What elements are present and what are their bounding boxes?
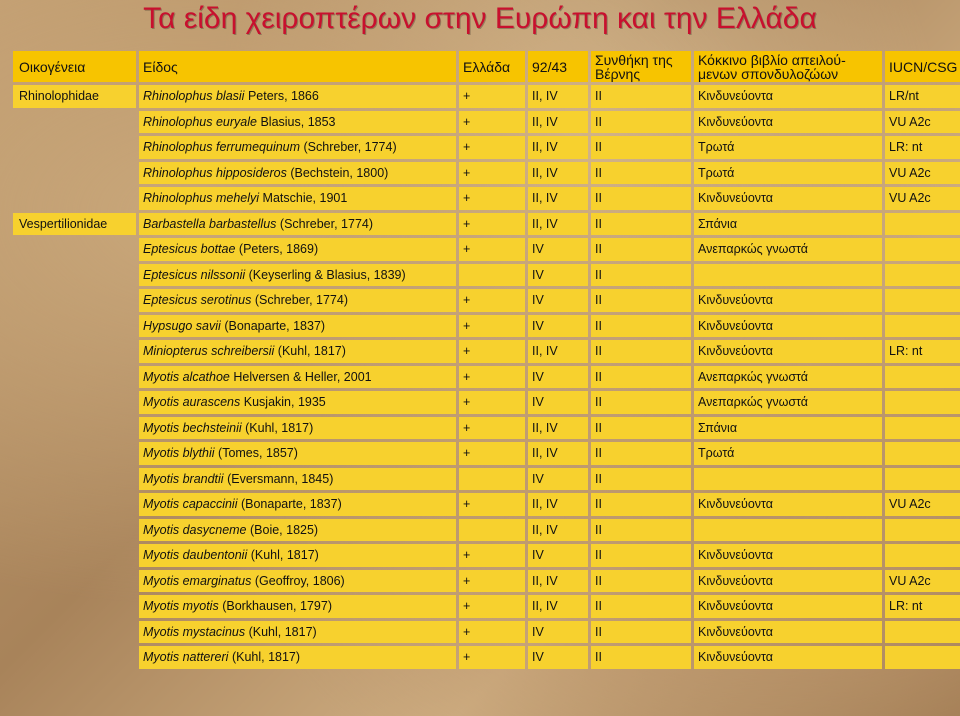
cell-iucn: [885, 442, 960, 465]
cell-bern: II: [591, 289, 691, 312]
cell-directive: II, IV: [528, 187, 588, 210]
table-row: [13, 646, 960, 669]
cell-family: [13, 493, 136, 516]
cell-redbook: Κινδυνεύοντα: [694, 595, 882, 618]
cell-iucn: [885, 417, 960, 440]
species-authority: (Schreber, 1774): [303, 140, 397, 155]
cell-directive: II, IV: [528, 442, 588, 465]
species-authority: (Schreber, 1774): [279, 216, 374, 231]
species-authority: (Kuhl, 1817): [245, 420, 314, 435]
table-row: [13, 493, 960, 516]
cell-greece: +: [459, 417, 525, 440]
cell-family: [13, 595, 136, 618]
cell-species: [139, 238, 456, 261]
species-authority: Blasius, 1853: [260, 114, 336, 129]
cell-iucn: LR: nt: [885, 340, 960, 363]
cell-family: [13, 315, 136, 338]
species-scientific-name: Rhinolophus hipposideros: [143, 165, 287, 180]
table-row: [13, 468, 960, 491]
cell-redbook: Κινδυνεύοντα: [694, 340, 882, 363]
cell-bern: II: [591, 162, 691, 185]
cell-family: [13, 570, 136, 593]
table-row: [13, 213, 960, 236]
cell-bern: II: [591, 111, 691, 134]
cell-iucn: [885, 391, 960, 414]
species-authority: (Bechstein, 1800): [290, 165, 389, 180]
header-greece: Ελλάδα: [459, 51, 525, 82]
cell-greece: +: [459, 493, 525, 516]
cell-redbook: Κινδυνεύοντα: [694, 187, 882, 210]
cell-family: [13, 136, 136, 159]
cell-bern: II: [591, 340, 691, 363]
cell-directive: II, IV: [528, 162, 588, 185]
cell-directive: IV: [528, 544, 588, 567]
cell-directive: IV: [528, 391, 588, 414]
cell-bern: II: [591, 519, 691, 542]
cell-directive: II, IV: [528, 519, 588, 542]
cell-species: [139, 442, 456, 465]
cell-greece: +: [459, 340, 525, 363]
cell-family: [13, 646, 136, 669]
cell-species: [139, 162, 456, 185]
cell-directive: II, IV: [528, 417, 588, 440]
cell-redbook: Ανεπαρκώς γνωστά: [694, 366, 882, 389]
table-row: [13, 238, 960, 261]
cell-bern: II: [591, 493, 691, 516]
cell-family: [13, 187, 136, 210]
cell-bern: II: [591, 136, 691, 159]
species-authority: (Borkhausen, 1797): [222, 599, 332, 614]
cell-redbook: Σπάνια: [694, 417, 882, 440]
cell-redbook: Κινδυνεύοντα: [694, 111, 882, 134]
cell-greece: +: [459, 213, 525, 236]
cell-bern: II: [591, 621, 691, 644]
table-row: [13, 111, 960, 134]
cell-species: [139, 621, 456, 644]
species-scientific-name: Myotis aurascens: [143, 395, 241, 410]
cell-family: [13, 238, 136, 261]
cell-greece: +: [459, 315, 525, 338]
cell-redbook: Ανεπαρκώς γνωστά: [694, 391, 882, 414]
cell-iucn: LR/nt: [885, 85, 960, 108]
cell-family: [13, 391, 136, 414]
table-row: [13, 315, 960, 338]
cell-iucn: LR: nt: [885, 136, 960, 159]
cell-greece: +: [459, 162, 525, 185]
cell-directive: IV: [528, 366, 588, 389]
cell-greece: +: [459, 85, 525, 108]
cell-redbook: Κινδυνεύοντα: [694, 646, 882, 669]
header-redbook: Κόκκινο βιβλίο απειλού-μενων σπονδυλοζώων: [694, 51, 882, 82]
cell-redbook: Κινδυνεύοντα: [694, 544, 882, 567]
cell-iucn: [885, 646, 960, 669]
cell-iucn: VU A2c: [885, 187, 960, 210]
cell-redbook: [694, 264, 882, 287]
cell-redbook: Κινδυνεύοντα: [694, 315, 882, 338]
table-row: [13, 136, 960, 159]
cell-family: [13, 468, 136, 491]
species-authority: (Peters, 1869): [238, 242, 319, 257]
cell-iucn: [885, 519, 960, 542]
cell-iucn: VU A2c: [885, 111, 960, 134]
cell-family: [13, 442, 136, 465]
species-scientific-name: Myotis daubentonii: [143, 548, 248, 563]
table-row: [13, 595, 960, 618]
cell-directive: IV: [528, 621, 588, 644]
species-scientific-name: Myotis dasycneme: [143, 522, 247, 537]
cell-redbook: [694, 468, 882, 491]
cell-species: [139, 264, 456, 287]
cell-redbook: Κινδυνεύοντα: [694, 493, 882, 516]
cell-directive: IV: [528, 264, 588, 287]
cell-redbook: Τρωτά: [694, 136, 882, 159]
cell-bern: II: [591, 238, 691, 261]
cell-iucn: [885, 544, 960, 567]
cell-bern: II: [591, 187, 691, 210]
cell-species: [139, 391, 456, 414]
table-header-row: [13, 51, 960, 82]
species-authority: (Bonaparte, 1837): [224, 318, 326, 333]
species-authority: Matschie, 1901: [262, 191, 348, 206]
cell-iucn: VU A2c: [885, 570, 960, 593]
header-family: Οικογένεια: [13, 51, 136, 82]
cell-family: [13, 162, 136, 185]
cell-species: [139, 519, 456, 542]
cell-species: [139, 595, 456, 618]
species-scientific-name: Eptesicus bottae: [143, 242, 236, 257]
cell-bern: II: [591, 417, 691, 440]
cell-family: [13, 366, 136, 389]
cell-redbook: Τρωτά: [694, 442, 882, 465]
cell-redbook: Κινδυνεύοντα: [694, 289, 882, 312]
cell-species: [139, 136, 456, 159]
cell-family: [13, 264, 136, 287]
cell-redbook: Κινδυνεύοντα: [694, 570, 882, 593]
cell-redbook: Σπάνια: [694, 213, 882, 236]
cell-family: [13, 544, 136, 567]
species-authority: (Schreber, 1774): [254, 293, 348, 308]
cell-greece: +: [459, 442, 525, 465]
cell-iucn: LR: nt: [885, 595, 960, 618]
species-authority: (Kuhl, 1817): [277, 344, 346, 359]
cell-directive: IV: [528, 315, 588, 338]
cell-species: [139, 111, 456, 134]
cell-directive: II, IV: [528, 111, 588, 134]
cell-greece: +: [459, 544, 525, 567]
cell-directive: II, IV: [528, 570, 588, 593]
cell-directive: II, IV: [528, 85, 588, 108]
cell-bern: II: [591, 595, 691, 618]
cell-species: [139, 417, 456, 440]
table-row: [13, 85, 960, 108]
cell-iucn: [885, 264, 960, 287]
cell-greece: +: [459, 621, 525, 644]
species-authority: (Bonaparte, 1837): [240, 497, 342, 512]
cell-family: [13, 519, 136, 542]
species-scientific-name: Myotis nattereri: [143, 650, 229, 665]
table-row: [13, 187, 960, 210]
cell-directive: IV: [528, 646, 588, 669]
header-bern: Συνθήκη της Βέρνης: [591, 51, 691, 82]
cell-directive: II, IV: [528, 213, 588, 236]
cell-directive: IV: [528, 468, 588, 491]
species-scientific-name: Myotis emarginatus: [143, 573, 252, 588]
cell-greece: +: [459, 595, 525, 618]
cell-species: [139, 340, 456, 363]
species-scientific-name: Miniopterus schreibersii: [143, 344, 275, 359]
cell-iucn: [885, 213, 960, 236]
cell-greece: +: [459, 136, 525, 159]
cell-greece: +: [459, 238, 525, 261]
cell-family: [13, 289, 136, 312]
species-authority: Helversen & Heller, 2001: [233, 369, 372, 384]
cell-species: [139, 366, 456, 389]
species-scientific-name: Eptesicus nilssonii: [143, 267, 246, 282]
species-scientific-name: Rhinolophus ferrumequinum: [143, 140, 301, 155]
cell-bern: II: [591, 315, 691, 338]
cell-family: Rhinolophidae: [13, 85, 136, 108]
cell-redbook: [694, 519, 882, 542]
cell-greece: +: [459, 187, 525, 210]
cell-species: [139, 468, 456, 491]
cell-species: [139, 187, 456, 210]
cell-redbook: Τρωτά: [694, 162, 882, 185]
table-row: [13, 544, 960, 567]
species-authority: (Tomes, 1857): [218, 446, 298, 461]
cell-greece: +: [459, 111, 525, 134]
cell-bern: II: [591, 85, 691, 108]
cell-bern: II: [591, 646, 691, 669]
cell-redbook: Κινδυνεύοντα: [694, 85, 882, 108]
cell-directive: IV: [528, 238, 588, 261]
cell-species: [139, 213, 456, 236]
cell-bern: II: [591, 544, 691, 567]
cell-bern: II: [591, 264, 691, 287]
header-species: Είδος: [139, 51, 456, 82]
cell-greece: +: [459, 391, 525, 414]
cell-iucn: [885, 468, 960, 491]
species-authority: (Kuhl, 1817): [231, 650, 301, 665]
cell-bern: II: [591, 442, 691, 465]
cell-species: [139, 315, 456, 338]
cell-iucn: VU A2c: [885, 162, 960, 185]
table-row: [13, 264, 960, 287]
table-row: [13, 289, 960, 312]
species-authority: (Boie, 1825): [250, 522, 319, 537]
cell-directive: II, IV: [528, 136, 588, 159]
cell-greece: [459, 519, 525, 542]
species-scientific-name: Myotis mystacinus: [143, 624, 246, 639]
table-row: [13, 366, 960, 389]
table-row: [13, 417, 960, 440]
cell-species: [139, 493, 456, 516]
species-scientific-name: Rhinolophus euryale: [143, 114, 257, 129]
cell-species: [139, 646, 456, 669]
cell-greece: +: [459, 646, 525, 669]
cell-greece: +: [459, 366, 525, 389]
species-scientific-name: Myotis blythii: [143, 446, 215, 461]
cell-bern: II: [591, 366, 691, 389]
cell-family: [13, 417, 136, 440]
header-iucn: IUCN/CSG: [885, 51, 960, 82]
cell-bern: II: [591, 213, 691, 236]
species-scientific-name: Myotis alcathoe: [143, 369, 230, 384]
cell-bern: II: [591, 468, 691, 491]
cell-greece: [459, 468, 525, 491]
cell-species: [139, 544, 456, 567]
cell-iucn: [885, 366, 960, 389]
cell-greece: +: [459, 289, 525, 312]
cell-directive: II, IV: [528, 340, 588, 363]
cell-directive: II, IV: [528, 493, 588, 516]
table-row: [13, 621, 960, 644]
cell-iucn: [885, 621, 960, 644]
cell-redbook: Ανεπαρκώς γνωστά: [694, 238, 882, 261]
cell-species: [139, 85, 456, 108]
species-scientific-name: Myotis myotis: [143, 599, 219, 614]
species-scientific-name: Myotis capaccinii: [143, 497, 238, 512]
header-directive: 92/43: [528, 51, 588, 82]
cell-greece: [459, 264, 525, 287]
species-authority: (Keyserling & Blasius, 1839): [248, 267, 406, 282]
cell-directive: IV: [528, 289, 588, 312]
cell-bern: II: [591, 391, 691, 414]
species-scientific-name: Barbastella barbastellus: [143, 216, 277, 231]
species-authority: (Eversmann, 1845): [227, 471, 334, 486]
page-title: Τα είδη χειροπτέρων στην Ευρώπη και την Ελλάδα: [143, 2, 817, 35]
species-authority: Peters, 1866: [247, 89, 319, 104]
species-scientific-name: Rhinolophus blasii: [143, 89, 245, 104]
species-scientific-name: Rhinolophus mehelyi: [143, 191, 260, 206]
table-row: [13, 340, 960, 363]
species-scientific-name: Eptesicus serotinus: [143, 293, 252, 308]
cell-directive: II, IV: [528, 595, 588, 618]
table-row: [13, 442, 960, 465]
species-scientific-name: Myotis bechsteinii: [143, 420, 242, 435]
cell-family: [13, 111, 136, 134]
cell-redbook: Κινδυνεύοντα: [694, 621, 882, 644]
species-authority: (Geoffroy, 1806): [254, 573, 345, 588]
species-scientific-name: Myotis brandtii: [143, 471, 224, 486]
cell-family: [13, 340, 136, 363]
bat-species-table: [10, 48, 960, 672]
species-scientific-name: Hypsugo savii: [143, 318, 221, 333]
species-authority: Kusjakin, 1935: [243, 395, 326, 410]
table-row: [13, 162, 960, 185]
species-authority: (Kuhl, 1817): [250, 548, 319, 563]
cell-family: [13, 621, 136, 644]
cell-iucn: [885, 238, 960, 261]
cell-bern: II: [591, 570, 691, 593]
cell-species: [139, 570, 456, 593]
cell-species: [139, 289, 456, 312]
cell-iucn: VU A2c: [885, 493, 960, 516]
table-row: [13, 519, 960, 542]
cell-iucn: [885, 289, 960, 312]
table-row: [13, 391, 960, 414]
cell-family: Vespertilionidae: [13, 213, 136, 236]
species-authority: (Kuhl, 1817): [248, 624, 317, 639]
cell-iucn: [885, 315, 960, 338]
table-row: [13, 570, 960, 593]
cell-greece: +: [459, 570, 525, 593]
